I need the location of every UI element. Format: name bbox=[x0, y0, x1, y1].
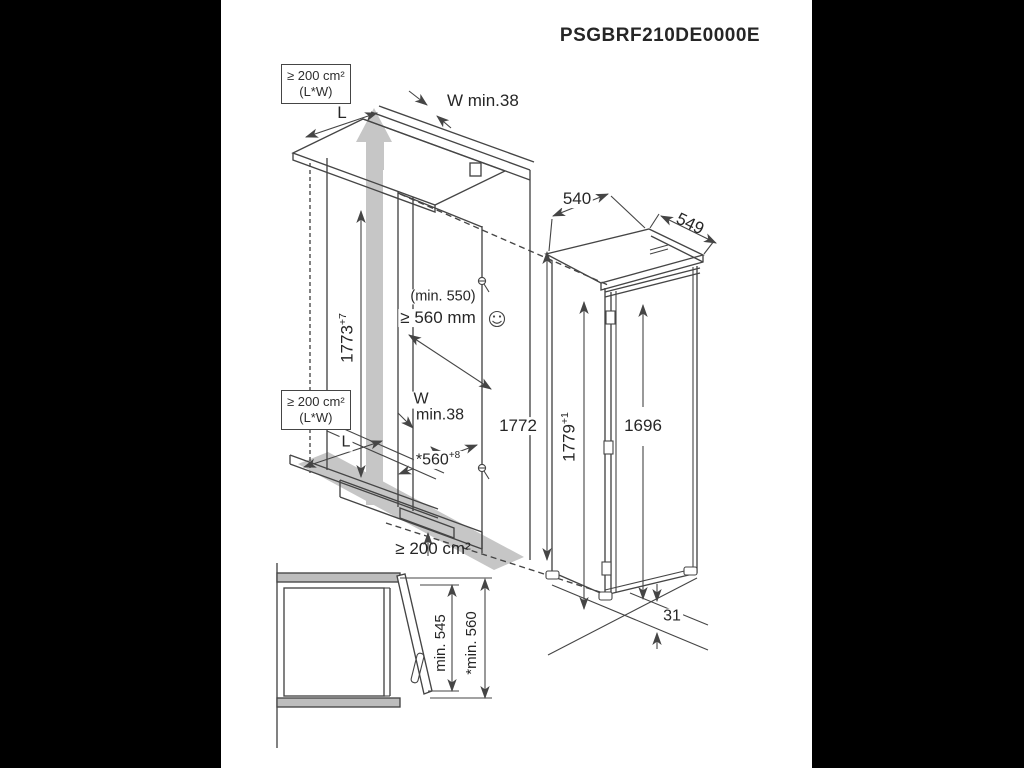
vent-area-box-mid-line2: (L*W) bbox=[299, 410, 333, 426]
label-door-height-1696: 1696 bbox=[624, 416, 662, 436]
niche-top-rail-line2 bbox=[371, 112, 530, 170]
door-hinge-middle bbox=[604, 441, 613, 454]
label-appliance-height-1779: $1779^{+1}$ bbox=[558, 412, 579, 462]
appliance-top-trim-1 bbox=[605, 268, 700, 292]
plan-open-door bbox=[397, 574, 432, 694]
label-vent-bottom: ≥ 200 cm² bbox=[395, 539, 471, 559]
dim-arrow-w38-mid-a bbox=[398, 413, 413, 428]
alignment-dashed-bottom bbox=[386, 523, 606, 594]
label-plan-depth-560: *min. 560 bbox=[463, 611, 481, 675]
label-depth-recommended: ≥ 560 mm bbox=[400, 308, 476, 328]
label-appliance-width-540: 540 bbox=[562, 189, 592, 209]
dim-arrow-w38-top-a bbox=[409, 91, 427, 105]
label-plan-depth-545: min. 545 bbox=[432, 614, 450, 672]
appliance-bottom-trim bbox=[605, 568, 697, 590]
plan-cabinet-wall-top bbox=[277, 573, 400, 582]
appliance-top-panel bbox=[546, 229, 703, 283]
dim-ext-549-b bbox=[704, 241, 714, 254]
label-wall-w-mid: W bbox=[413, 390, 429, 408]
label-appliance-depth-549: 549 bbox=[673, 208, 708, 239]
dim-arrow-w38-top-b bbox=[437, 116, 451, 128]
plan-cabinet-wall-bottom bbox=[277, 698, 400, 707]
label-wall-width-top: W min.38 bbox=[447, 91, 519, 111]
plan-appliance-body bbox=[284, 588, 384, 696]
model-number-title: PSGBRF210DE0000E bbox=[559, 25, 761, 47]
appliance-foot-front bbox=[599, 592, 612, 600]
dim-arrow-560-depth bbox=[409, 335, 491, 389]
appliance-top-fitting bbox=[650, 245, 668, 254]
appliance-bottom-front-edge bbox=[605, 573, 697, 595]
fixing-screw-lower bbox=[478, 464, 489, 479]
dim-ext-540-b bbox=[611, 196, 645, 228]
label-depth-min: (min. 550) bbox=[410, 288, 476, 305]
airflow-graphics bbox=[298, 108, 524, 570]
door-hinge-top bbox=[606, 311, 615, 324]
vent-area-box-top-line2: (L*W) bbox=[299, 84, 333, 100]
label-foot-height-31: 31 bbox=[663, 607, 681, 625]
vent-area-box-top-line1: ≥ 200 cm² bbox=[287, 68, 345, 83]
label-niche-height: $1773^{+7}$ bbox=[336, 313, 357, 363]
fixing-screw-upper bbox=[478, 277, 489, 292]
label-length-mid: L bbox=[341, 433, 351, 451]
appliance-foot-right bbox=[684, 567, 697, 575]
dim-ext-549-a bbox=[650, 214, 659, 228]
niche-counter-edge bbox=[293, 153, 435, 212]
label-inner-height-1772: 1772 bbox=[499, 416, 537, 436]
dim-ext-540-a bbox=[549, 219, 552, 251]
vent-area-box-mid bbox=[281, 390, 351, 430]
smiley-icon bbox=[490, 312, 505, 327]
vent-area-box-mid-line1: ≥ 200 cm² bbox=[287, 394, 345, 409]
door-hinge-bottom bbox=[602, 562, 611, 575]
plan-view bbox=[277, 563, 492, 748]
label-wall-min38-mid: min.38 bbox=[415, 406, 465, 424]
label-length-top: L bbox=[337, 103, 347, 123]
appliance-top-panel-right-edge bbox=[651, 236, 703, 262]
label-niche-width: $*560^{+8}$ bbox=[415, 449, 461, 469]
appliance-bottom-left-edge bbox=[552, 572, 605, 595]
vent-area-box-top bbox=[281, 64, 351, 104]
mounting-bracket bbox=[470, 163, 481, 176]
niche-top-rail-line1 bbox=[363, 119, 530, 180]
appliance-foot-left bbox=[546, 571, 559, 579]
